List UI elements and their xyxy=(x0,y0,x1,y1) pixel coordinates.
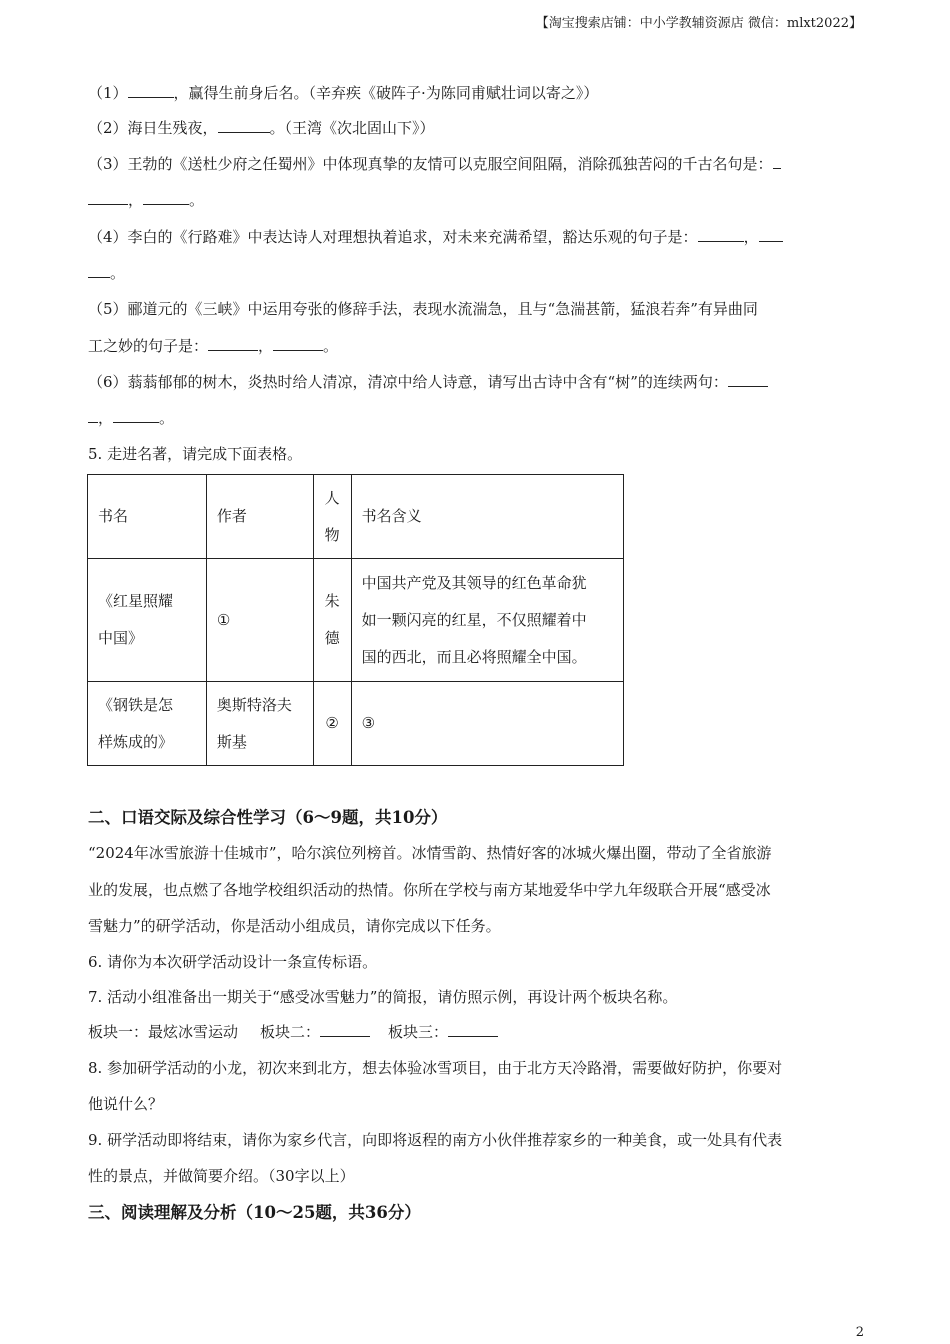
poem-q6-text: （6）蓊蓊郁郁的树木，炎热时给人清凉，清凉中给人诗意，请写出古诗中含有“树”的连续两句： xyxy=(88,373,728,391)
header-banner: 【淘宝搜索店铺：中小学教辅资源店 微信：mlxt2022】 xyxy=(535,16,862,31)
poem-q4-cont xyxy=(88,262,125,283)
block-one: 板块一：最炫冰雪运动 xyxy=(88,1023,239,1041)
book-title-line: 《红星照耀 xyxy=(98,592,174,610)
author-line: 奥斯特洛夫 xyxy=(216,695,292,714)
header-person xyxy=(313,475,351,559)
cell-meaning xyxy=(351,559,623,682)
poem-q5-text: （5）郦道元的《三峡》中运用夸张的修辞手法，表现水流湍急，且与“急湍甚箭，猛浪若奔”有异曲同 xyxy=(88,300,758,318)
question-8-line2: 他说什么？ xyxy=(88,1095,164,1113)
question-6: 6. 请你为本次研学活动设计一条宣传标语。 xyxy=(88,953,378,971)
table-row xyxy=(88,559,624,682)
answer-blank[interactable] xyxy=(88,408,98,423)
question-7: 7. 活动小组准备出一期关于“感受冰雪魅力”的简报，请仿照示例，再设计两个板块名称。 xyxy=(88,988,678,1006)
poem-q1-text: ，赢得生前身后名。（辛弃疾《破阵子·为陈同甫赋壮词以寄之》） xyxy=(173,84,599,102)
answer-blank[interactable] xyxy=(759,227,783,242)
person-char: 德 xyxy=(324,629,340,647)
table-row xyxy=(88,682,624,766)
answer-blank[interactable] xyxy=(128,83,174,98)
meaning-line: 如一颗闪亮的红星，不仅照耀着中 xyxy=(361,610,587,629)
question-9-line2: 性的景点，并做简要介绍。（30字以上） xyxy=(88,1167,355,1185)
answer-blank[interactable] xyxy=(208,336,258,351)
book-title-line: 《钢铁是怎 xyxy=(98,695,174,714)
poem-q3-text: （3）王勃的《送杜少府之任蜀州》中体现真挚的友情可以克服空间阻隔，消除孤独苦闷的千古名句是： xyxy=(88,155,773,173)
meaning-line: 中国共产党及其领导的红色革命犹 xyxy=(361,573,587,592)
answer-blank[interactable] xyxy=(728,372,768,387)
header-author: 作者 xyxy=(206,475,313,559)
cell-title xyxy=(88,682,207,766)
cell-author-blank[interactable]: ① xyxy=(206,559,313,682)
header-person-text: 人物 xyxy=(324,488,340,544)
block-two: 板块二： xyxy=(260,1023,321,1041)
period: 。 xyxy=(110,264,126,282)
cell-person-blank[interactable]: ② xyxy=(313,682,351,766)
separator: ， xyxy=(128,191,144,209)
poem-q2 xyxy=(88,117,435,138)
section2-title: 二、口语交际及综合性学习（6～9题，共10分） xyxy=(88,808,448,827)
cell-person xyxy=(313,559,351,682)
poem-q6 xyxy=(88,371,768,392)
question-9-line1: 9. 研学活动即将结束，请你为家乡代言，向即将返程的南方小伙伴推荐家乡的一种美食，或一处具有代表 xyxy=(88,1131,783,1149)
question-7-blocks xyxy=(88,1021,498,1042)
answer-blank[interactable] xyxy=(218,118,270,133)
poem-q1-prefix: （1） xyxy=(88,84,128,102)
table-header-row xyxy=(88,475,624,559)
answer-blank[interactable] xyxy=(273,336,323,351)
poem-q2-text: （2）海日生残夜， xyxy=(88,119,218,137)
answer-blank[interactable] xyxy=(143,190,189,205)
separator: ， xyxy=(743,228,759,246)
poem-q4-text: （4）李白的《行路难》中表达诗人对理想执着追求，对未来充满希望，豁达乐观的句子是： xyxy=(88,228,698,246)
classics-table xyxy=(87,474,624,766)
poem-q3-cont xyxy=(88,189,204,210)
section2-intro-line1: “2024年冰雪旅游十佳城市”，哈尔滨位列榜首。冰情雪韵、热情好客的冰城火爆出圈，带动了全省旅游 xyxy=(88,844,772,862)
answer-blank[interactable] xyxy=(448,1022,498,1037)
poem-q2-tail: 。（王湾《次北固山下》） xyxy=(269,119,435,137)
poem-q3 xyxy=(88,153,781,174)
poem-q5-cont xyxy=(88,335,338,356)
separator: ， xyxy=(258,337,274,355)
person-char: 朱 xyxy=(324,592,340,610)
section2-intro-line3: 雪魅力”的研学活动，你是活动小组成员，请你完成以下任务。 xyxy=(88,917,501,935)
q5-prompt: 5. 走进名著，请完成下面表格。 xyxy=(88,445,303,463)
answer-blank[interactable] xyxy=(113,408,159,423)
poem-q6-cont xyxy=(88,407,174,428)
block-three: 板块三： xyxy=(388,1023,449,1041)
book-title-line: 中国》 xyxy=(98,629,144,647)
answer-blank[interactable] xyxy=(88,263,110,278)
cell-meaning-blank[interactable]: ③ xyxy=(351,682,623,766)
header-book: 书名 xyxy=(88,475,207,559)
period: 。 xyxy=(159,409,175,427)
book-title-line: 样炼成的》 xyxy=(98,732,174,751)
answer-blank[interactable] xyxy=(773,154,781,169)
header-meaning: 书名含义 xyxy=(351,475,623,559)
question-8-line1: 8. 参加研学活动的小龙，初次来到北方，想去体验冰雪项目，由于北方天冷路滑，需要做好防护，你要对 xyxy=(88,1059,783,1077)
period: 。 xyxy=(323,337,339,355)
answer-blank[interactable] xyxy=(320,1022,370,1037)
author-line: 斯基 xyxy=(216,732,247,751)
cell-author xyxy=(206,682,313,766)
section3-title: 三、阅读理解及分析（10～25题，共36分） xyxy=(88,1203,421,1222)
separator: ， xyxy=(98,409,114,427)
answer-blank[interactable] xyxy=(88,190,128,205)
poem-q5-text2: 工之妙的句子是： xyxy=(88,337,209,355)
meaning-line: 国的西北，而且必将照耀全中国。 xyxy=(361,647,587,666)
poem-q4 xyxy=(88,226,783,247)
page-number: 2 xyxy=(855,1325,864,1340)
poem-q1 xyxy=(88,82,598,103)
poem-q5 xyxy=(88,298,758,319)
section2-intro-line2: 业的发展，也点燃了各地学校组织活动的热情。你所在学校与南方某地爱华中学九年级联合开展“感受冰 xyxy=(88,881,771,899)
answer-blank[interactable] xyxy=(698,227,744,242)
period: 。 xyxy=(189,191,205,209)
cell-title xyxy=(88,559,207,682)
